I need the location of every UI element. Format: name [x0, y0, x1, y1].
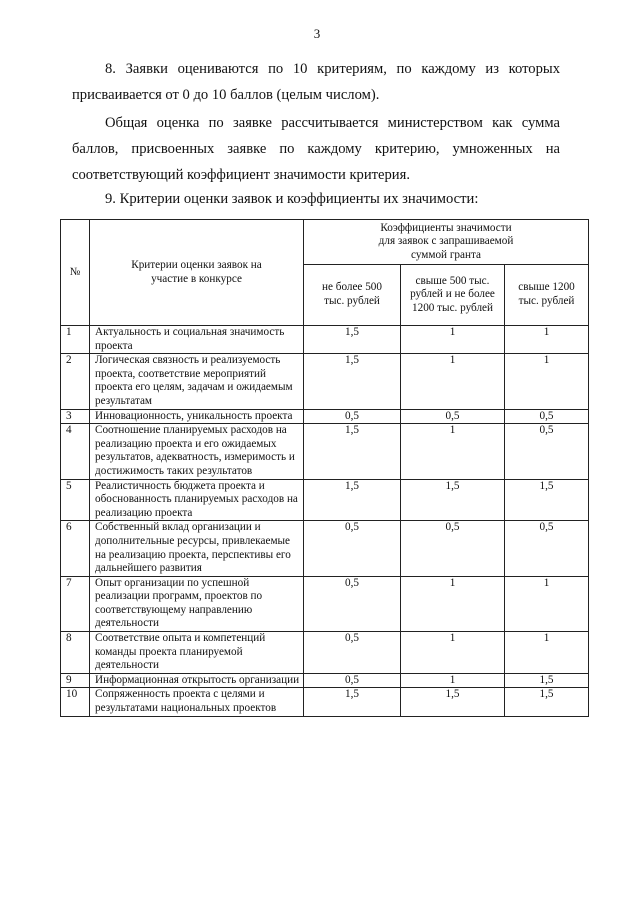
coef-over-1200: 1: [505, 326, 589, 354]
coef-over-1200: 1,5: [505, 688, 589, 716]
coef-up-to-500: 1,5: [304, 479, 401, 521]
page-number: 3: [313, 26, 321, 41]
row-number: 5: [61, 479, 90, 521]
table-row: [61, 424, 589, 479]
coef-up-to-500: 1,5: [304, 326, 401, 354]
table-row: [61, 632, 589, 674]
criteria-table-body: [61, 326, 589, 717]
criterion-text: Соотношение планируемых расходов на реализацию проекта и его ожидаемых результатов, адекватность, измеримость и достижимость таких результатов: [90, 424, 304, 479]
coef-500-to-1200: 1: [401, 673, 505, 688]
table-row: [61, 409, 589, 424]
row-number: 6: [61, 521, 90, 576]
criterion-text: Сопряженность проекта с целями и результатами национальных проектов: [90, 688, 304, 716]
coef-over-1200: 0,5: [505, 521, 589, 576]
criterion-text: Инновационность, уникальность проекта: [90, 409, 304, 424]
header-coef-500-to-1200: свыше 500 тыс. рублей и не более 1200 тыс. рублей: [401, 265, 505, 326]
coef-500-to-1200: 1: [401, 354, 505, 409]
criteria-table: [60, 219, 589, 717]
table-row: [61, 479, 589, 521]
table-row: [61, 326, 589, 354]
table-row: [61, 521, 589, 576]
coef-500-to-1200: 1: [401, 632, 505, 674]
paragraph-8: [72, 56, 560, 108]
paragraph-overall-line: баллов, присвоенных заявке по каждому критерию, умноженных на: [72, 141, 560, 157]
coef-up-to-500: 1,5: [304, 688, 401, 716]
criterion-text: Реалистичность бюджета проекта и обоснованность планируемых расходов на реализацию проекта: [90, 479, 304, 521]
header-coef-up-to-500: не более 500 тыс. рублей: [304, 265, 401, 326]
table-row: [61, 576, 589, 631]
row-number: 7: [61, 576, 90, 631]
table-row: [61, 673, 589, 688]
criterion-text: Опыт организации по успешной реализации программ, проектов по соответствующему направлению деятельности: [90, 576, 304, 631]
coef-over-1200: 0,5: [505, 409, 589, 424]
header-coef-over-1200: свыше 1200 тыс. рублей: [505, 265, 589, 326]
header-num: №: [61, 220, 90, 326]
coef-500-to-1200: 1,5: [401, 688, 505, 716]
row-number: 1: [61, 326, 90, 354]
paragraph-8-line: присваивается от 0 до 10 баллов (целым числом).: [72, 87, 380, 103]
coef-over-1200: 1,5: [505, 673, 589, 688]
paragraph-9: [72, 186, 560, 212]
row-number: 9: [61, 673, 90, 688]
paragraph-overall-line: Общая оценка по заявке рассчитывается министерством как сумма: [105, 115, 560, 131]
table-row: [61, 688, 589, 716]
paragraph-overall-score: [72, 110, 560, 188]
row-number: 10: [61, 688, 90, 716]
criterion-text: Собственный вклад организации и дополнительные ресурсы, привлекаемые на реализацию проекта, перспективы его дальнейшего развития: [90, 521, 304, 576]
row-number: 2: [61, 354, 90, 409]
table-row: [61, 354, 589, 409]
coef-500-to-1200: 1,5: [401, 479, 505, 521]
coef-over-1200: 1: [505, 576, 589, 631]
row-number: 4: [61, 424, 90, 479]
header-criteria: Критерии оценки заявок на участие в конкурсе: [90, 220, 304, 326]
coef-up-to-500: 1,5: [304, 424, 401, 479]
row-number: 3: [61, 409, 90, 424]
coef-up-to-500: 1,5: [304, 354, 401, 409]
coef-up-to-500: 0,5: [304, 576, 401, 631]
coef-over-1200: 1: [505, 632, 589, 674]
coef-500-to-1200: 0,5: [401, 521, 505, 576]
row-number: 8: [61, 632, 90, 674]
coef-over-1200: 1,5: [505, 479, 589, 521]
coef-500-to-1200: 1: [401, 424, 505, 479]
criterion-text: Логическая связность и реализуемость проекта, соответствие мероприятий проекта его целям, задачам и ожидаемым результатам: [90, 354, 304, 409]
coef-over-1200: 1: [505, 354, 589, 409]
coef-over-1200: 0,5: [505, 424, 589, 479]
header-coefficients-group: Коэффициенты значимости для заявок с запрашиваемой суммой гранта: [304, 220, 589, 265]
paragraph-9-line: 9. Критерии оценки заявок и коэффициенты их значимости:: [105, 191, 479, 207]
criterion-text: Актуальность и социальная значимость проекта: [90, 326, 304, 354]
coef-500-to-1200: 1: [401, 576, 505, 631]
coef-500-to-1200: 0,5: [401, 409, 505, 424]
paragraph-overall-line: соответствующий коэффициент значимости критерия.: [72, 167, 410, 183]
coef-up-to-500: 0,5: [304, 521, 401, 576]
coef-500-to-1200: 1: [401, 326, 505, 354]
paragraph-8-line: 8. Заявки оцениваются по 10 критериям, по каждому из которых: [105, 61, 560, 77]
coef-up-to-500: 0,5: [304, 632, 401, 674]
coef-up-to-500: 0,5: [304, 673, 401, 688]
coef-up-to-500: 0,5: [304, 409, 401, 424]
criterion-text: Соответствие опыта и компетенций команды проекта планируемой деятельности: [90, 632, 304, 674]
criterion-text: Информационная открытость организации: [90, 673, 304, 688]
